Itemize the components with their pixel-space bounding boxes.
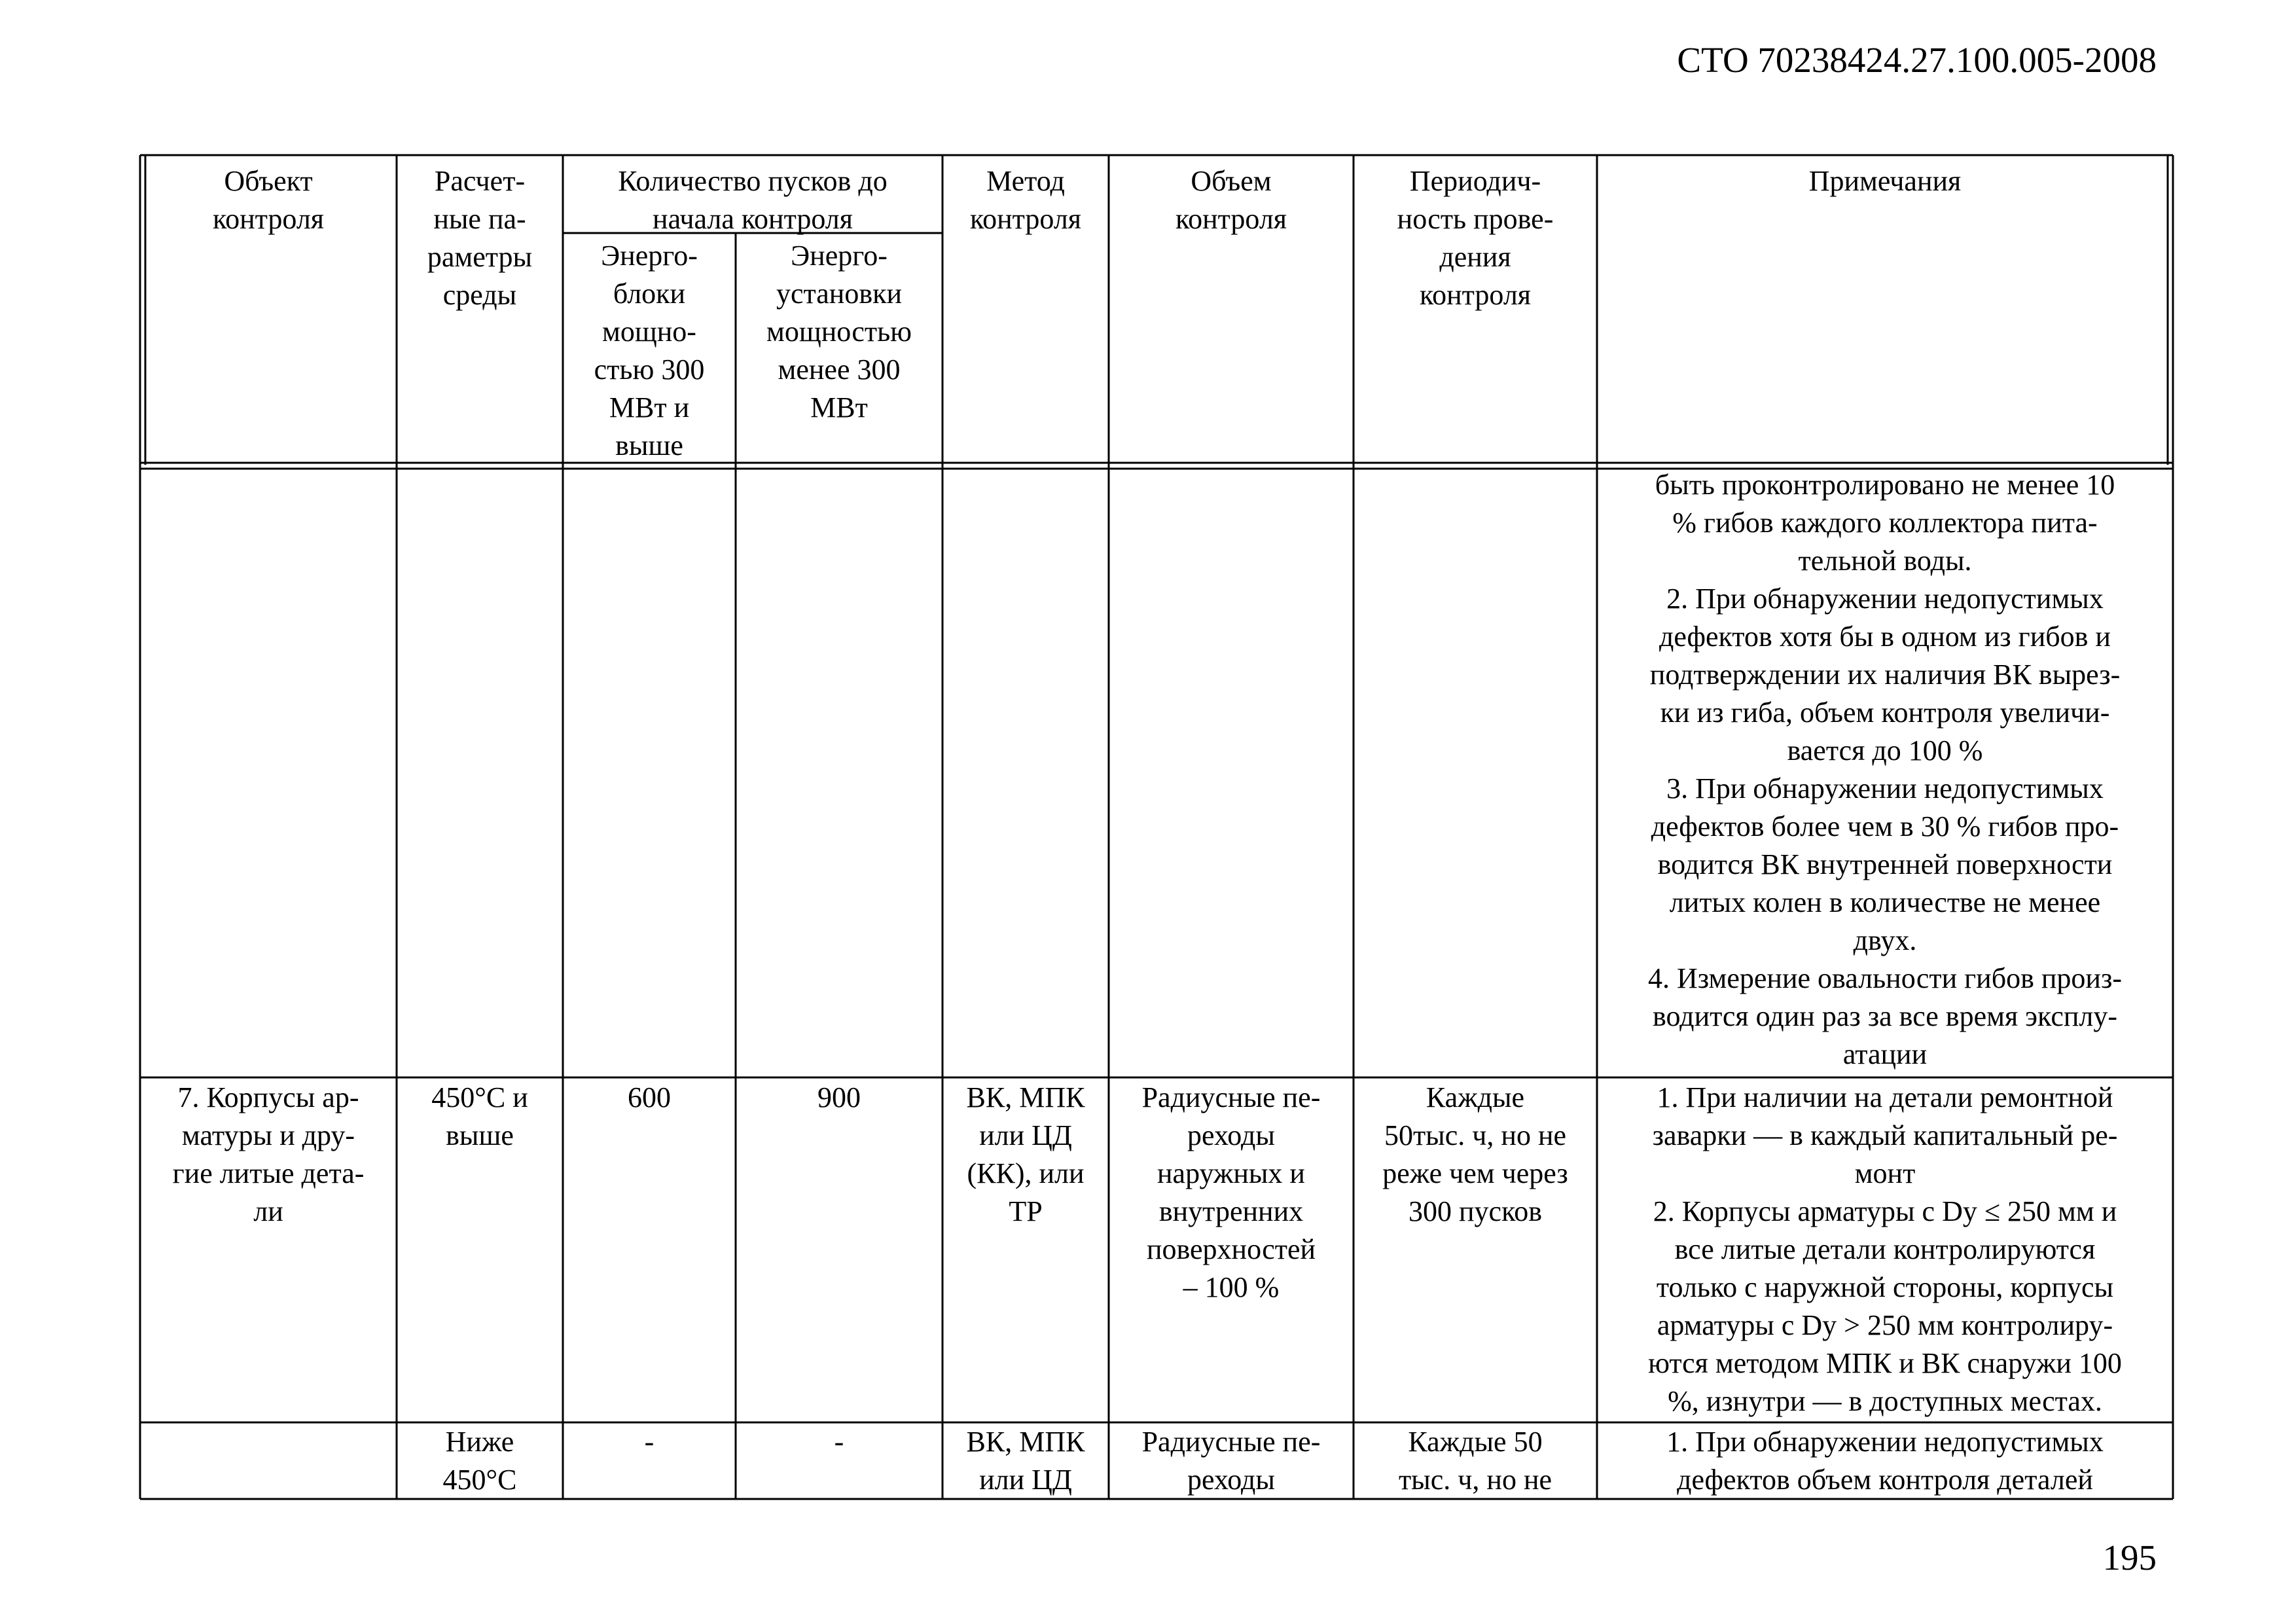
row2-starts-under-300: 900 [817,1081,861,1113]
header-starts-300-plus: Энерго- блоки мощно- стью 300 МВт и выше [594,240,705,461]
header-object: Объект контроля [212,165,325,235]
row3-params: Ниже 450°С [442,1426,517,1496]
page-number: 195 [2102,1538,2157,1578]
row2-method: ВК, МПК или ЦД (КК), или ТР [966,1081,1085,1227]
row3-volume: Радиусные пе- реходы [1141,1426,1321,1496]
row1-notes: быть проконтролировано не менее 10 % гибов каждого коллектора пита- тельной воды. 2. При обнаружении недопустимых дефектов хотя бы в одном из гибов и подтверждении их наличия ВК вырез- ки из гиба, объем контроля увеличи- вается до 100 % 3. При обнаружении недопустимых дефектов более чем в 30 % гибов про- водится ВК внутренней поверхности литых колен в количестве не менее двух. 4. Измерение овальности гибов произ- водится один раз за все время эксплу- атации [1647,469,2123,1070]
row2-notes: 1. При наличии на детали ремонтной заварки — в каждый капитальный ре- монт 2. Корпусы арматуры с Dу ≤ 250 мм и все литые детали контролируются только с наружной стороны, корпусы арматуры с Dу > 250 мм контролиру- ются методом МПК и ВК снаружи 100 %, изнутри — в доступных местах. [1648,1081,2122,1417]
document-code: СТО 70238424.27.100.005-2008 [1677,40,2157,80]
header-periodicity: Периодич- ность прове- дения контроля [1397,165,1554,311]
header-volume: Объем контроля [1175,165,1287,235]
header-starts-under-300: Энерго- установки мощностью менее 300 МВт [766,240,912,424]
header-notes: Примечания [1808,165,1962,197]
row2-object: 7. Корпусы ар- матуры и дру- гие литые дета- ли [172,1081,365,1227]
row2-params: 450°С и выше [431,1081,528,1151]
row3-starts-under-300: - [834,1426,844,1458]
row2-volume: Радиусные пе- реходы наружных и внутренних поверхностей – 100 % [1141,1081,1321,1303]
row3-notes: 1. При обнаружении недопустимых дефектов объем контроля деталей [1666,1426,2104,1496]
row2-starts-300-plus: 600 [628,1081,671,1113]
row2-periodicity: Каждые 50тыс. ч, но не реже чем через 300 пусков [1382,1081,1568,1227]
header-params: Расчет- ные па- раметры среды [427,165,533,311]
header-starts-group: Количество пусков до начала контроля [618,165,888,235]
header-method: Метод контроля [969,165,1082,235]
row3-starts-300-plus: - [644,1426,655,1458]
row3-method: ВК, МПК или ЦД [966,1426,1085,1496]
row3-periodicity: Каждые 50 тыс. ч, но не [1398,1426,1552,1496]
